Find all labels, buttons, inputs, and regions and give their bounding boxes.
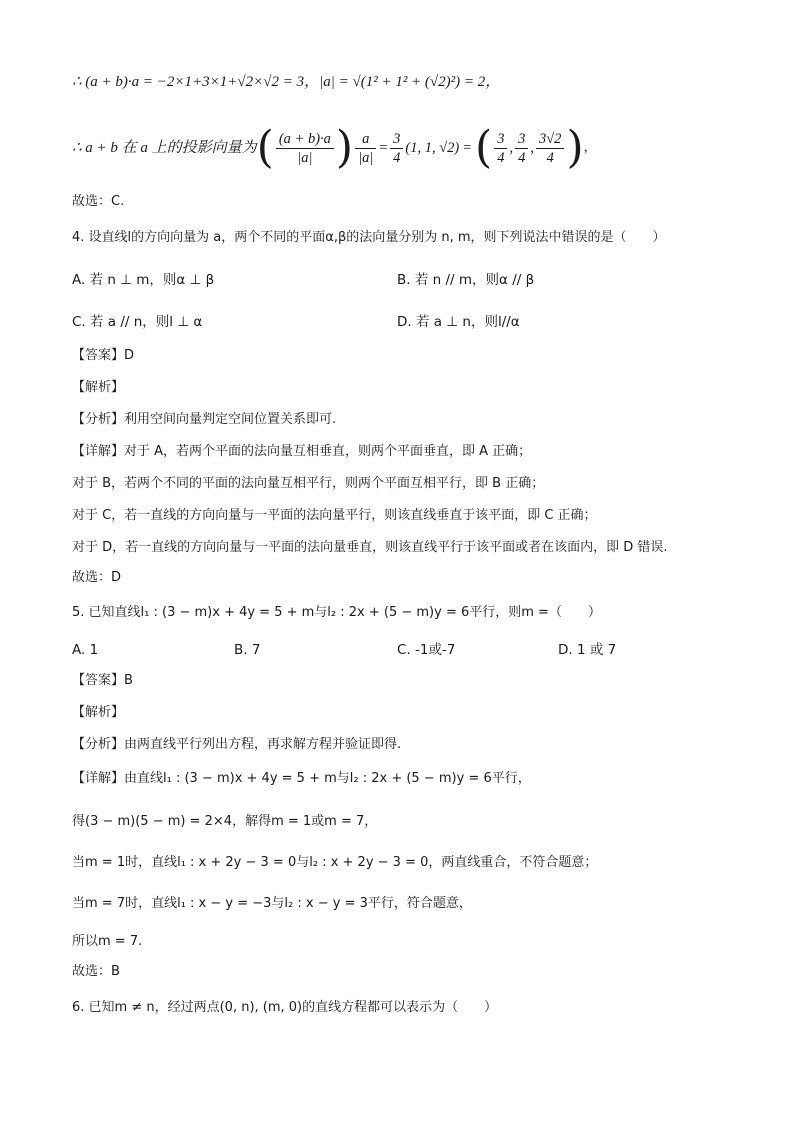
projection-scalar-fraction: $\frac{(a + b)\cdot a}{|a|}$ <box>276 130 334 167</box>
question-5-option-a: A. 1 <box>72 642 99 658</box>
analysis-summary-4: 【分析】利用空间向量判定空间位置关系即可. <box>72 412 337 427</box>
solution-line-dot-product: ∴ (a + b)·a = −2×1+3×1+√2×√2 = 3，|a| = √(1² + 1² + (√2)²) = 2， <box>72 74 501 90</box>
question-5-stem: 5. 已知直线l₁ : (3 − m)x + 4y = 5 + m与l₂ : 2x + (5 − m)y = 6平行，则m =（ ） <box>72 605 601 620</box>
equals-sign: = <box>378 140 389 156</box>
result-right-paren: ) <box>566 122 584 173</box>
question-4-option-c: C. 若 a // n，则l ⊥ α <box>72 314 203 330</box>
detail-4-line-3: 对于 C，若一直线的方向向量与一平面的法向量平行，则该直线垂直于该平面，即 C 正确； <box>72 508 597 523</box>
analysis-summary-5: 【分析】由两直线平行列出方程，再求解方程并验证即得. <box>72 737 402 752</box>
question-5-option-d: D. 1 或 7 <box>558 642 617 658</box>
question-4-stem: 4. 设直线l的方向向量为 a，两个不同的平面α,β的法向量分别为 n, m，则下列说法中错误的是（ ） <box>72 230 666 245</box>
projection-prefix: ∴ a + b 在 a 上的投影向量为 <box>72 140 257 156</box>
detail-5-line-5: 所以m = 7. <box>72 934 143 949</box>
detail-4-line-1: 【详解】对于 A，若两个平面的法向量互相垂直，则两个平面垂直，即 A 正确； <box>72 444 532 459</box>
question-5-option-c: C. -1或-7 <box>397 642 456 658</box>
solution-line-projection: ∴ a + b 在 a 上的投影向量为 ( $\frac{(a + b)\cdot a}{|a|}$ ) $\frac{a}{|a|}$ = $\frac{3}{4}$ (1, 1, √2) = ( $\frac{3}{4}$ , $\frac{3}{4}$ , $\frac{3√2}{4}$ ) ， <box>72 122 597 173</box>
equals-sign-2: = <box>462 140 473 156</box>
question-4-option-b: B. 若 n // m，则α // β <box>397 272 535 288</box>
answer-4: 【答案】D <box>72 348 135 363</box>
coefficient-fraction: $\frac{3}{4}$ <box>390 130 403 167</box>
result-left-paren: ( <box>475 122 493 173</box>
question-4-option-d: D. 若 a ⊥ n，则l//α <box>397 314 520 330</box>
question-6-stem: 6. 已知m ≠ n，经过两点(0, n), (m, 0)的直线方程都可以表示为（ ） <box>72 1000 498 1015</box>
unit-vector-fraction: $\frac{a}{|a|}$ <box>355 130 376 167</box>
result-x-fraction: $\frac{3}{4}$ <box>494 130 507 167</box>
answer-5: 【答案】B <box>72 673 133 688</box>
right-paren: ) <box>335 122 354 173</box>
left-paren: ( <box>256 122 274 173</box>
detail-5-line-1: 【详解】由直线l₁ : (3 − m)x + 4y = 5 + m与l₂ : 2x + (5 − m)y = 6平行， <box>72 771 531 786</box>
detail-4-line-2: 对于 B，若两个不同的平面的法向量互相平行，则两个平面互相平行，即 B 正确； <box>72 476 545 491</box>
answer-choice-5: 故选：B <box>72 964 120 979</box>
detail-4-line-4: 对于 D，若一直线的方向向量与一平面的法向量垂直，则该直线平行于该平面或者在该面内，即 D 错误. <box>72 540 668 555</box>
answer-choice-line: 故选：C. <box>72 194 125 209</box>
detail-5-line-3: 当m = 1时，直线l₁ : x + 2y − 3 = 0与l₂ : x + 2y − 3 = 0，两直线重合，不符合题意； <box>72 855 598 870</box>
question-4-option-a: A. 若 n ⊥ m，则α ⊥ β <box>72 272 215 288</box>
answer-choice-4: 故选：D <box>72 570 122 585</box>
question-5-option-b: B. 7 <box>234 642 261 658</box>
result-y-fraction: $\frac{3}{4}$ <box>515 130 528 167</box>
vector-components: (1, 1, √2) <box>405 140 460 156</box>
analysis-heading-5: 【解析】 <box>72 705 125 720</box>
detail-5-line-2: 得(3 − m)(5 − m) = 2×4，解得m = 1或m = 7， <box>72 814 378 829</box>
detail-5-line-4: 当m = 7时，直线l₁ : x − y = −3与l₂ : x − y = 3平行，符合题意， <box>72 896 472 911</box>
analysis-heading-4: 【解析】 <box>72 380 125 395</box>
result-z-fraction: $\frac{3√2}{4}$ <box>536 130 564 167</box>
